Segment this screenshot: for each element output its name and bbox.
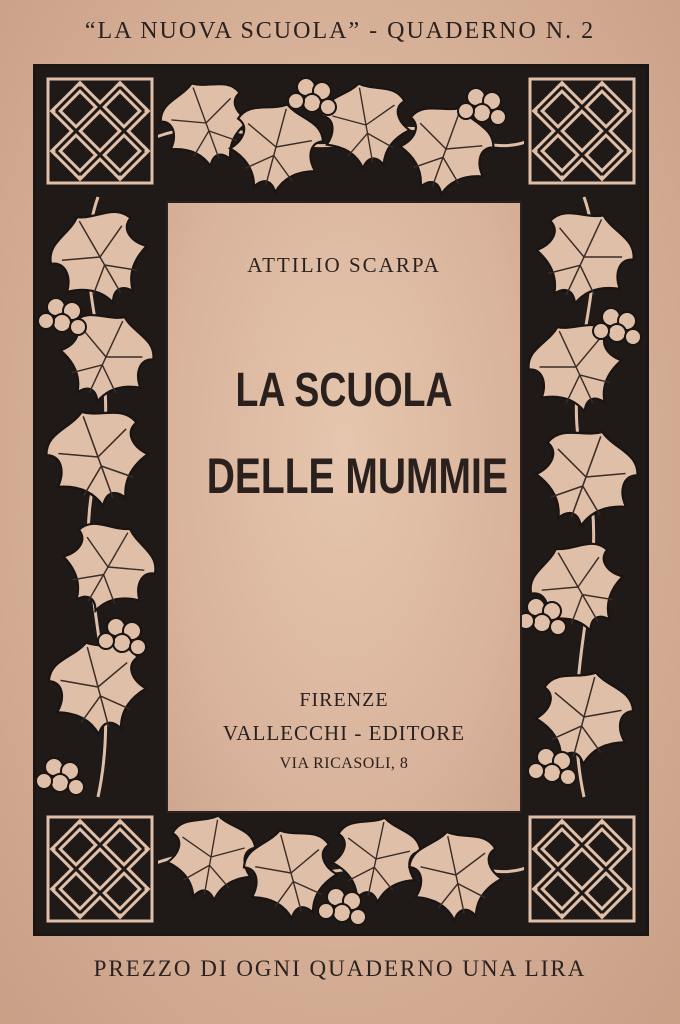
ivy-leaf bbox=[36, 395, 159, 518]
title-line-2: DELLE MUMMIE bbox=[206, 448, 508, 504]
celtic-knot-top-left bbox=[42, 73, 158, 189]
author-name: ATTILIO SCARPA bbox=[247, 253, 441, 277]
ivy-leaf bbox=[48, 507, 168, 627]
ivy-leaf bbox=[404, 823, 508, 927]
ivy-leaf bbox=[162, 808, 259, 905]
ivy-leaf bbox=[523, 196, 645, 318]
publisher-city: FIRENZE bbox=[299, 689, 389, 711]
celtic-knot-top-right bbox=[524, 73, 640, 189]
grape-cluster bbox=[458, 88, 506, 125]
publisher-address: VIA RICASOLI, 8 bbox=[279, 755, 409, 772]
series-heading: “LA NUOVA SCUOLA” - QUADERNO N. 2 bbox=[84, 18, 596, 44]
ivy-leaf bbox=[524, 415, 646, 538]
grape-cluster bbox=[593, 308, 641, 345]
grape-cluster bbox=[36, 758, 84, 795]
price-note: PREZZO DI OGNI QUADERNO UNA LIRA bbox=[93, 956, 587, 981]
grape-cluster bbox=[38, 298, 86, 335]
celtic-knot-bottom-right bbox=[524, 811, 640, 927]
publisher-name: VALLECCHI - EDITORE bbox=[222, 721, 466, 745]
title-line-1: LA SCUOLA bbox=[235, 364, 453, 417]
grape-cluster bbox=[288, 78, 336, 115]
ornamental-frame bbox=[33, 64, 649, 936]
title-panel bbox=[166, 201, 522, 813]
celtic-knot-bottom-left bbox=[42, 811, 158, 927]
grape-cluster bbox=[98, 618, 146, 655]
